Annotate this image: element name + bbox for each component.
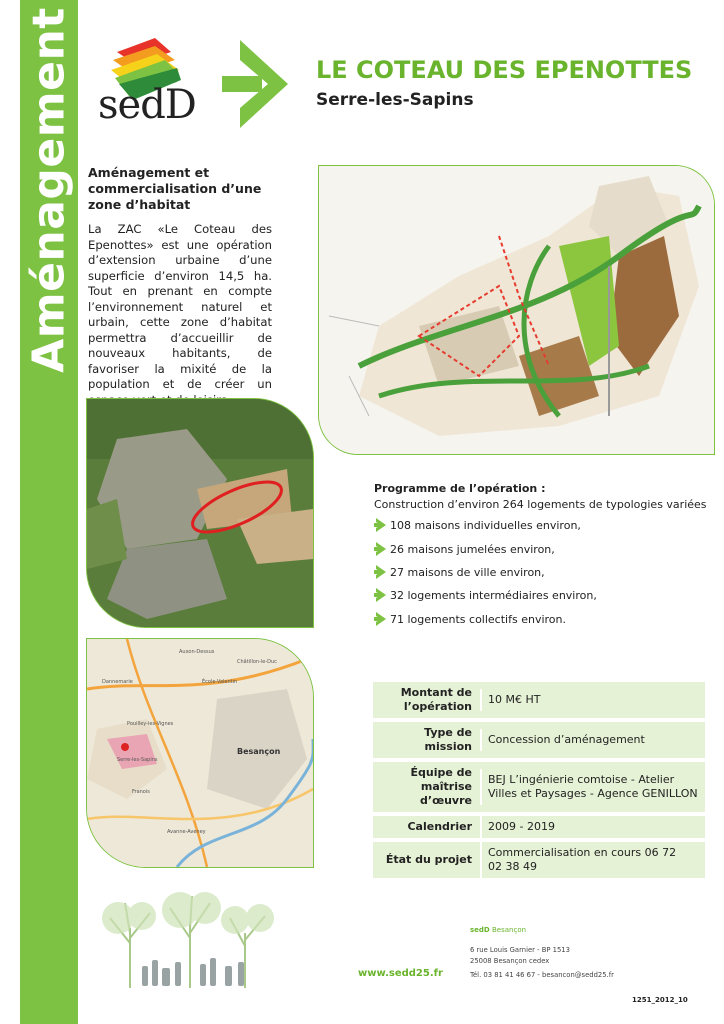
info-value: Commercialisation en cours 06 72 02 38 49 — [480, 842, 694, 878]
list-item — [374, 612, 566, 626]
document-reference: 1251_2012_10 — [632, 996, 688, 1004]
org-name: Besançon — [491, 926, 527, 934]
intro-heading: Aménagement et commercialisation d’une zone d’habitat — [88, 165, 262, 212]
arrow-right-icon — [222, 40, 288, 128]
map-label-chatillon: Châtillon-le-Duc — [237, 659, 277, 665]
map-label-serre: Serre-les-Sapins — [117, 757, 158, 763]
list-item — [374, 542, 555, 556]
info-label: État du projet — [385, 853, 472, 866]
info-value: 2009 - 2019 — [480, 816, 705, 838]
programme-summary: Construction d’environ 264 logements de typologies variées — [374, 498, 707, 511]
address-line-1: 6 rue Louis Garnier - BP 1513 — [470, 946, 570, 954]
map-label-auxon: Auxon-Dessus — [179, 649, 215, 655]
website-link[interactable]: www.sedd25.fr — [358, 968, 443, 979]
info-label: Montant de l’opération — [400, 686, 472, 713]
programme-item-label: 32 logements intermédiaires environ, — [390, 588, 597, 602]
vertical-title: Aménagement — [23, 7, 75, 373]
map-label-franois: Franois — [132, 789, 150, 795]
map-label-ecole: École-Valentin — [202, 679, 238, 685]
programme-item-label: 27 maisons de ville environ, — [390, 565, 545, 579]
table-row — [373, 816, 705, 838]
info-value: BEJ L’ingénierie comtoise - Atelier Villes et Paysages - Agence GENILLON — [480, 769, 705, 805]
address-line-2: 25008 Besançon cedex — [470, 957, 550, 965]
info-table — [373, 682, 705, 882]
masterplan-image — [318, 165, 715, 455]
programme-heading: Programme de l’opération : — [374, 482, 546, 495]
trees-illustration-icon — [80, 888, 300, 988]
org-title — [470, 926, 526, 934]
org-bold: sedD — [470, 926, 490, 934]
map-label-pouilley: Pouilley-les-Vignes — [127, 721, 174, 727]
table-row — [373, 682, 705, 718]
info-label: Type de mission — [424, 726, 472, 753]
list-item — [374, 588, 597, 602]
info-value: Concession d’aménagement — [480, 729, 705, 751]
programme-item-label: 26 maisons jumelées environ, — [390, 542, 555, 556]
sidebar — [0, 0, 80, 1024]
intro-body: La ZAC «Le Coteau des Epenottes» est une opération d’extension urbaine d’une superficie d’environ 14,5 ha. Tout en prenant en compte l’environnement naturel et urbain, cette zone d’habitat permettra d’accueillir de nouveaux habitants, de favoriser la mixité de la population et de créer un — [88, 222, 272, 391]
table-row — [373, 722, 705, 758]
contact-line: Tél. 03 81 41 46 67 - besancon@sedd25.fr — [470, 971, 614, 979]
info-label: Calendrier — [407, 820, 472, 833]
map-label-dannemarie: Dannemarie — [102, 679, 133, 685]
logo-text: sedD — [98, 82, 196, 128]
location-map — [86, 638, 314, 868]
aerial-photo — [86, 398, 314, 628]
info-value: 10 M€ HT — [480, 689, 705, 711]
arrow-bullet-icon — [374, 518, 386, 532]
page-subtitle: Serre-les-Sapins — [316, 90, 474, 110]
programme-item-label: 71 logements collectifs environ. — [390, 612, 566, 626]
table-row — [373, 842, 705, 878]
page-title: LE COTEAU DES EPENOTTES — [316, 56, 693, 84]
arrow-bullet-icon — [374, 565, 386, 579]
arrow-bullet-icon — [374, 588, 386, 602]
list-item — [374, 565, 545, 579]
list-item — [374, 518, 581, 532]
programme-item-label: 108 maisons individuelles environ, — [390, 518, 581, 532]
info-label: Équipe de maîtrise d’œuvre — [410, 766, 472, 807]
table-row — [373, 762, 705, 812]
map-label-besancon: Besançon — [237, 747, 281, 756]
map-label-avanne: Avanne-Aveney — [167, 829, 206, 835]
arrow-bullet-icon — [374, 542, 386, 556]
arrow-bullet-icon — [374, 612, 386, 626]
